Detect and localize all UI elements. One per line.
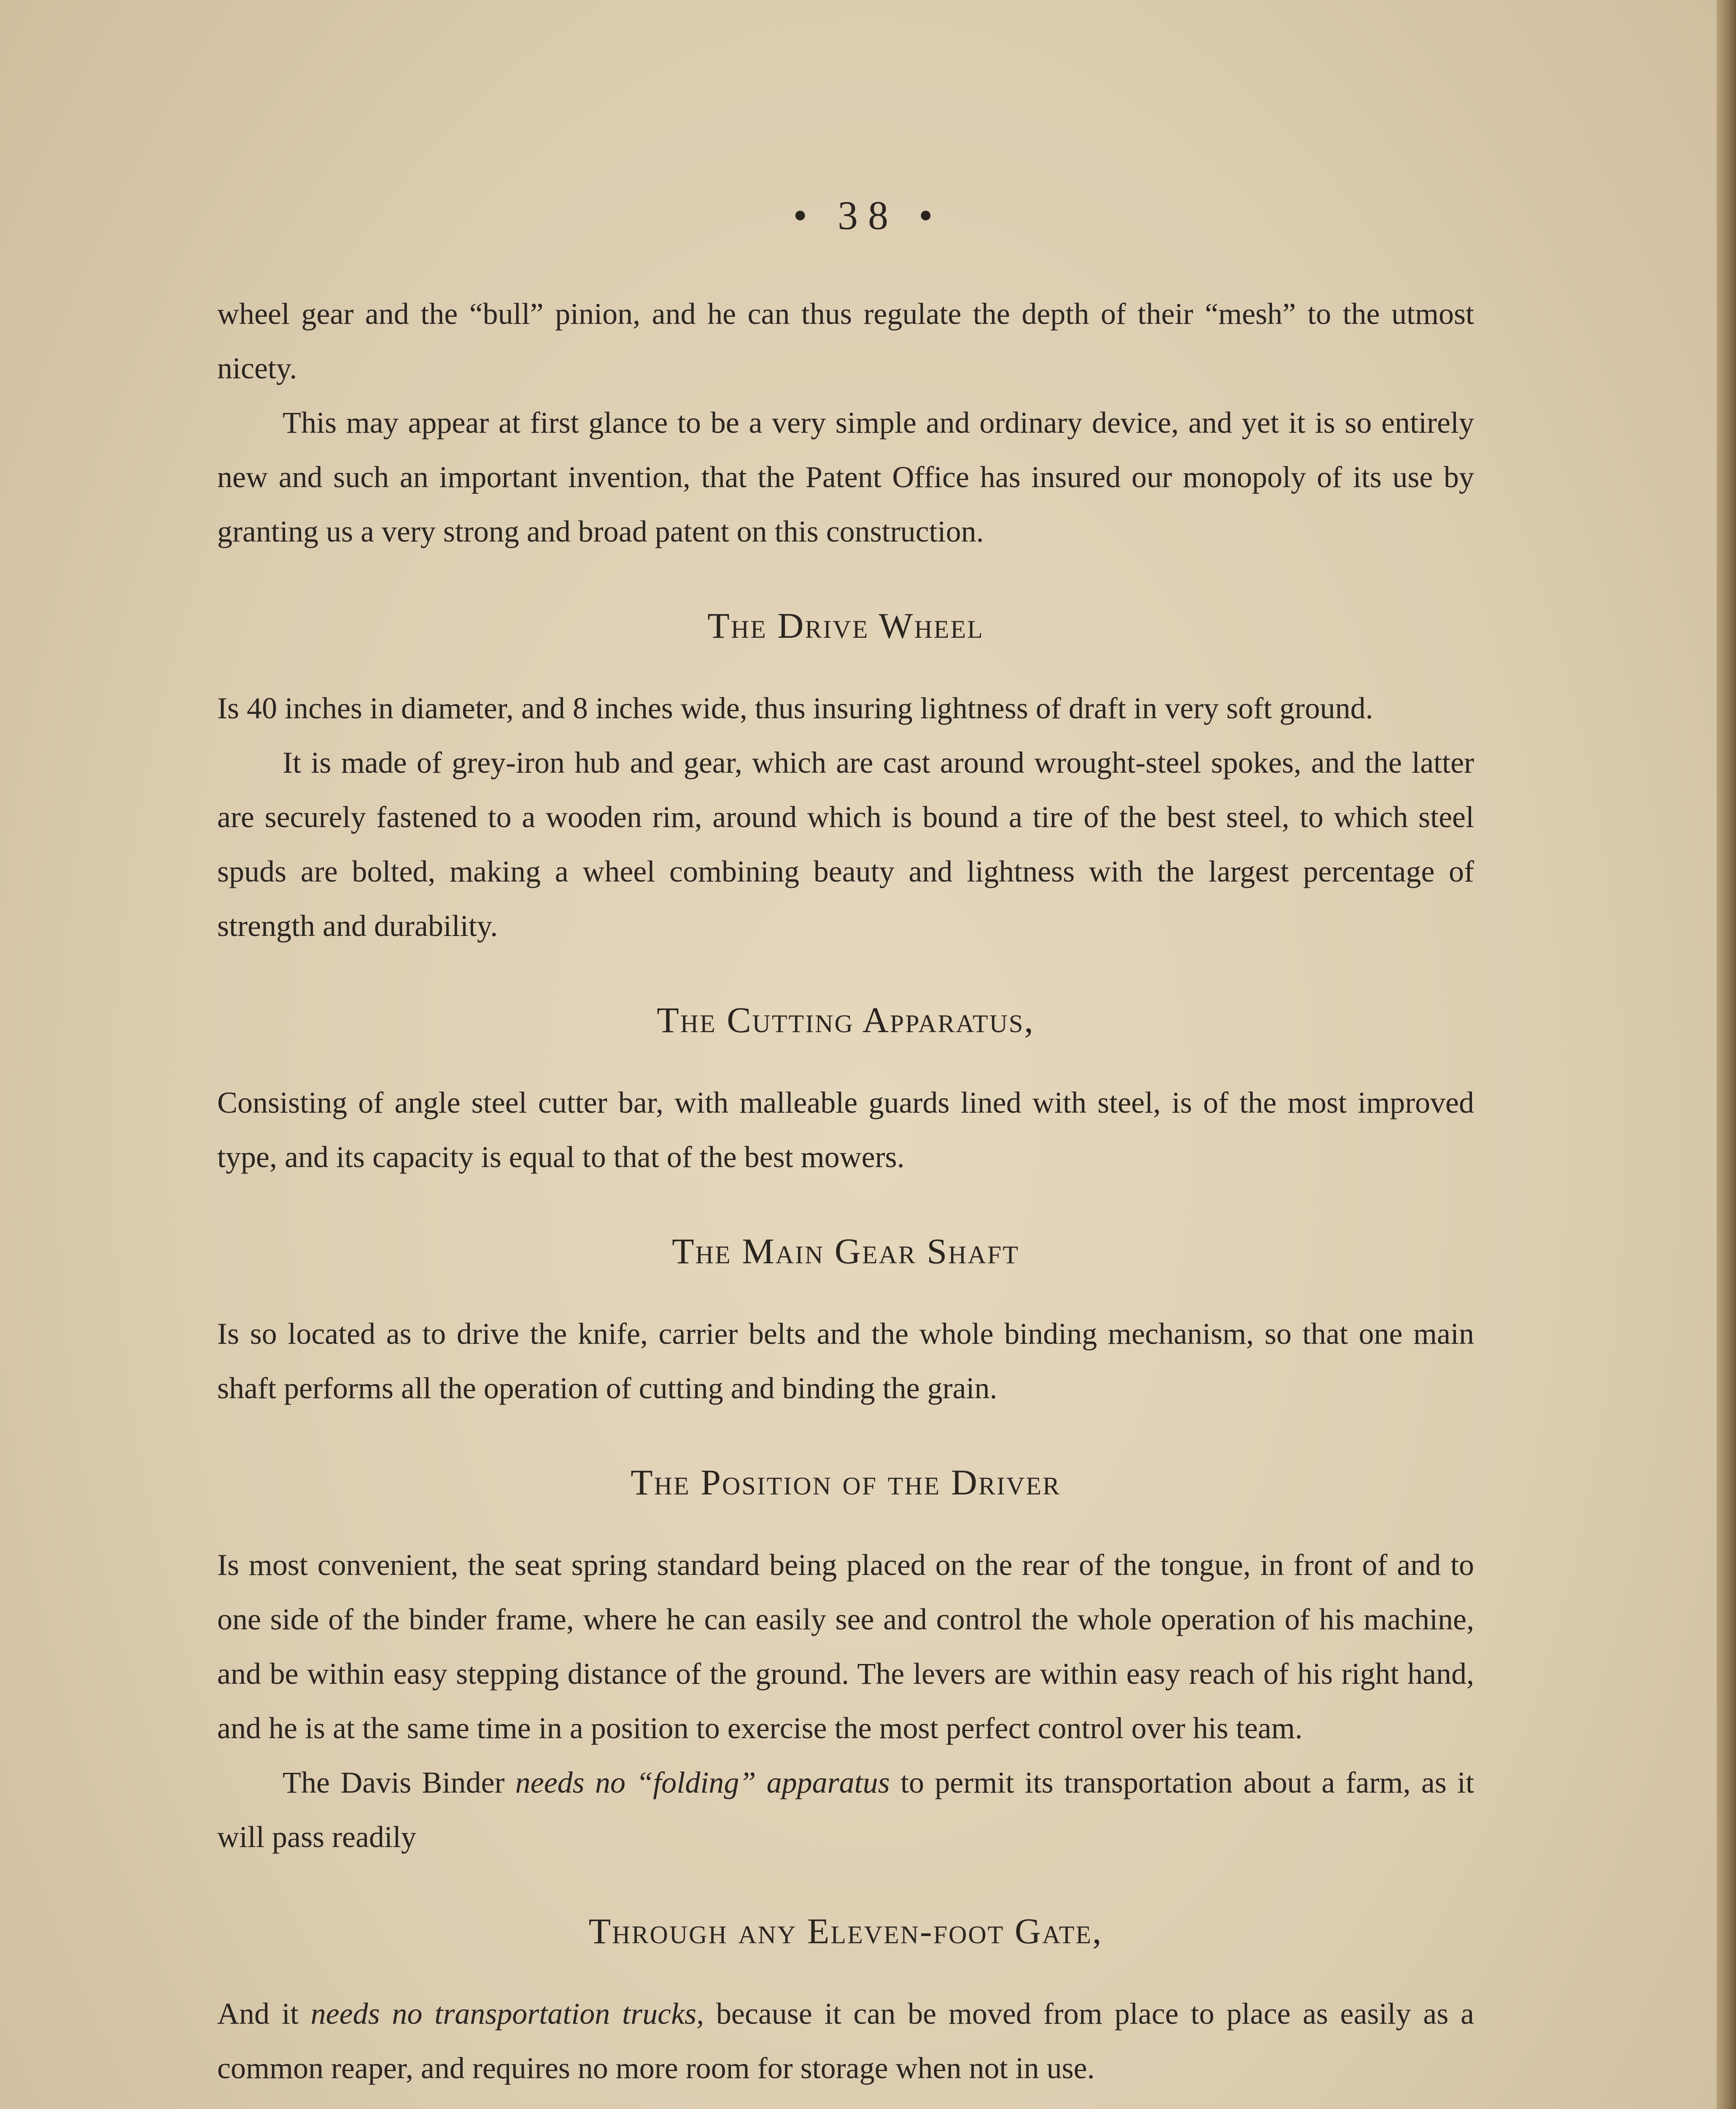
paragraph-transportation: [217, 1987, 1474, 2096]
page-body: [217, 287, 1474, 2096]
text-run: because it can be moved from place to place as easily as a common reaper, and requires no more room for storage when not in use.: [217, 1997, 1475, 2085]
paragraph-drive-wheel-construction: It is made of grey-iron hub and gear, which are cast around wrought-steel spokes, and the latter are securely fastened to a wooden rim, around which is bound a tire of the best steel, to which steel spuds are bolted, making a wheel combining beauty and lightness with the largest percentage of strength and durability.: [217, 746, 1474, 943]
heading-main-gear-shaft: The Main Gear Shaft: [672, 1231, 1019, 1271]
heading-eleven-foot-gate: Through any Eleven-foot Gate,: [588, 1911, 1103, 1951]
text-run: The Davis Binder: [283, 1766, 515, 1799]
paragraph-position-driver: Is most convenient, the seat spring standard being placed on the rear of the tongue, in front of and to one side of the binder frame, where he can easily see and control the whole operation of his machine, and be within easy stepping distance of the ground. The levers are within easy reach of his right hand, and he is at the same time in a position to exercise the most perfect control over his team.: [217, 1548, 1474, 1745]
text-run: And it: [217, 1997, 311, 2031]
heading-cutting-apparatus: The Cutting Apparatus,: [657, 1000, 1035, 1040]
paragraph-folding-apparatus: [217, 1756, 1474, 1864]
heading-position-driver: The Position of the Driver: [631, 1462, 1061, 1502]
italic-run: needs no “folding” apparatus: [515, 1766, 890, 1799]
italic-run: needs no transportation trucks,: [310, 1997, 704, 2031]
paragraph-bull-pinion: wheel gear and the “bull” pinion, and he can thus regulate the depth of their “mesh” to the utmost nicety.: [217, 297, 1474, 385]
paragraph-drive-wheel-size: Is 40 inches in diameter, and 8 inches wide, thus insuring lightness of draft in very soft ground.: [217, 691, 1373, 725]
page-number: • 38 •: [793, 193, 943, 238]
paragraph-main-gear-shaft: Is so located as to drive the knife, carrier belts and the whole binding mechanism, so that one main shaft performs all the operation of cutting and binding the grain.: [217, 1317, 1474, 1405]
text-run: to permit its transportation about a farm, as it will pass readily: [217, 1766, 1475, 1854]
page-edge-shadow: [1717, 0, 1736, 2109]
paragraph-cutting-apparatus: Consisting of angle steel cutter bar, with malleable guards lined with steel, is of the most improved type, and its capacity is equal to that of the best mowers.: [217, 1086, 1474, 1174]
heading-drive-wheel: The Drive Wheel: [707, 605, 984, 646]
paragraph-patent: This may appear at first glance to be a very simple and ordinary device, and yet it is so entirely new and such an important invention, that the Patent Office has insured our monopoly of its use by granting us a very strong and broad patent on this construction.: [217, 406, 1474, 548]
